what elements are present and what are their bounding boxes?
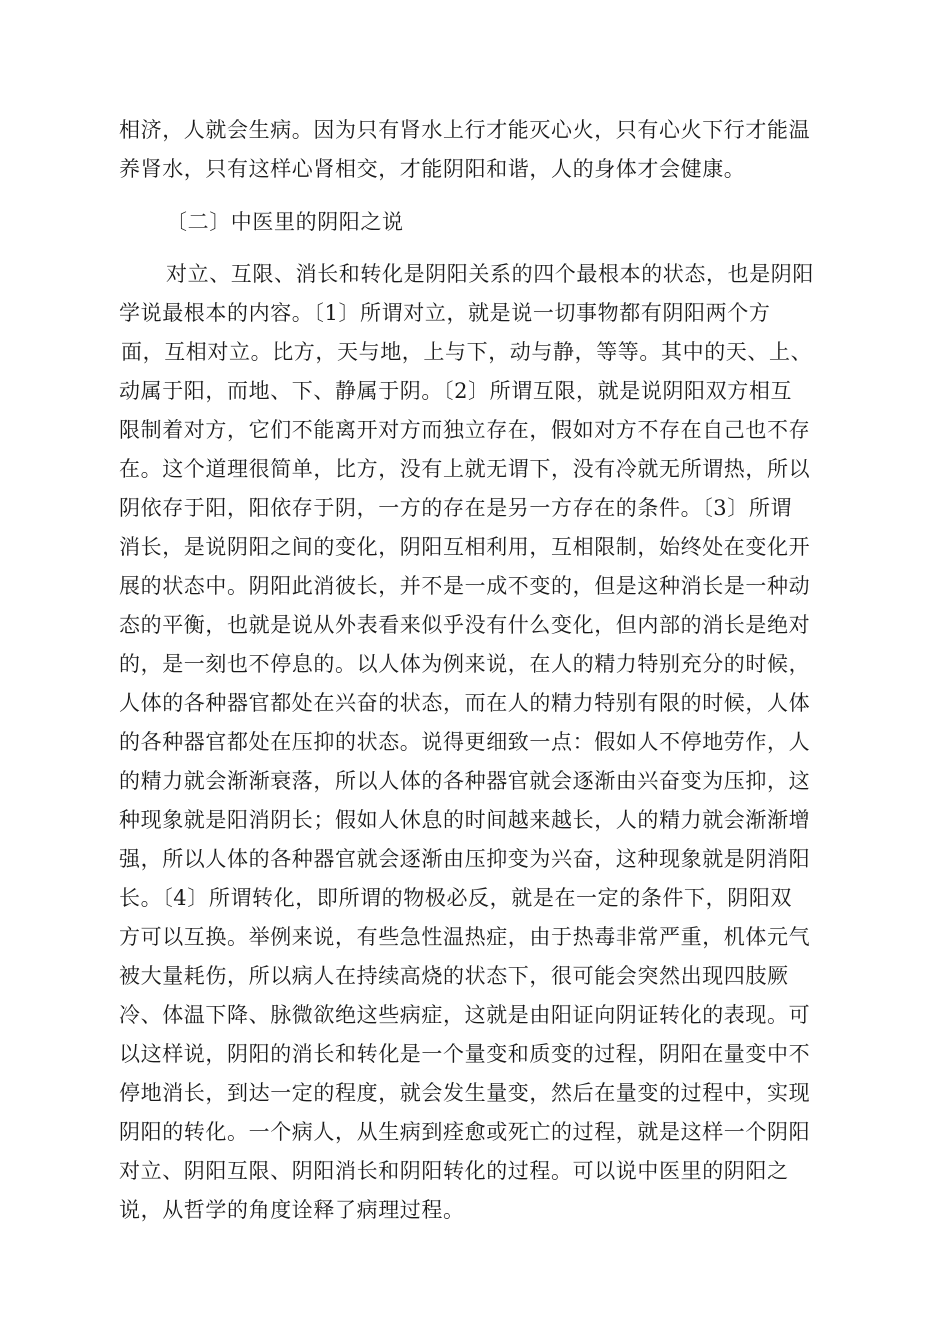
text-line: 对立、互限、消长和转化是阴阳关系的四个最根本的状态，也是阴阳 (166, 262, 814, 286)
text-line: 养肾水，只有这样心肾相交，才能阴阳和谐，人的身体才会健康。 (119, 157, 746, 181)
text-line: 的精力就会渐渐衰落，所以人体的各种器官就会逐渐由兴奋变为压抑，这 (119, 769, 811, 793)
text-line: 停地消长，到达一定的程度，就会发生量变，然后在量变的过程中，实现 (119, 1081, 811, 1105)
text-line: 在。这个道理很简单，比方，没有上就无谓下，没有冷就无所谓热，所以 (119, 457, 811, 481)
text-line: 阴依存于阳，阳依存于阴，一方的存在是另一方存在的条件。〔3〕所谓 (119, 496, 793, 520)
text-line: 态的平衡，也就是说从外表看来似乎没有什么变化，但内部的消长是绝对 (119, 613, 811, 637)
text-line: 的，是一刻也不停息的。以人体为例来说，在人的精力特别充分的时候， (119, 652, 811, 676)
text-line: 被大量耗伤，所以病人在持续高烧的状态下，很可能会突然出现四肢厥 (119, 964, 789, 988)
text-line: 人体的各种器官都处在兴奋的状态，而在人的精力特别有限的时候，人体 (119, 691, 811, 715)
text-line: 种现象就是阳消阴长；假如人休息的时间越来越长，人的精力就会渐渐增 (119, 808, 811, 832)
text-line: 消长，是说阴阳之间的变化，阴阳互相利用，互相限制，始终处在变化开 (119, 535, 811, 559)
text-line: 长。〔4〕所谓转化，即所谓的物极必反，就是在一定的条件下，阴阳双 (119, 886, 793, 910)
text-line: 冷、体温下降、脉微欲绝这些病症，这就是由阳证向阴证转化的表现。可 (119, 1003, 811, 1027)
text-line: 相济，人就会生病。因为只有肾水上行才能灭心火，只有心火下行才能温 (119, 118, 811, 142)
text-line: 学说最根本的内容。〔1〕所谓对立，就是说一切事物都有阴阳两个方 (119, 301, 771, 325)
text-line: 对立、阴阳互限、阴阳消长和阴阳转化的过程。可以说中医里的阴阳之 (119, 1159, 789, 1183)
text-line: 以这样说，阴阳的消长和转化是一个量变和质变的过程，阴阳在量变中不 (119, 1042, 811, 1066)
text-line: 限制着对方，它们不能离开对方而独立存在，假如对方不存在自己也不存 (119, 418, 811, 442)
text-line: 说，从哲学的角度诠释了病理过程。 (119, 1198, 465, 1222)
text-line: 展的状态中。阴阳此消彼长，并不是一成不变的，但是这种消长是一种动 (119, 574, 811, 598)
text-line: 阴阳的转化。一个病人，从生病到痊愈或死亡的过程，就是这样一个阴阳 (119, 1120, 811, 1144)
text-line: 动属于阳，而地、下、静属于阴。〔2〕所谓互限，就是说阴阳双方相互 (119, 379, 793, 403)
text-line: 强，所以人体的各种器官就会逐渐由压抑变为兴奋，这种现象就是阴消阳 (119, 847, 811, 871)
text-line: 方可以互换。举例来说，有些急性温热症，由于热毒非常严重，机体元气 (119, 925, 811, 949)
text-line: 面，互相对立。比方，天与地，上与下，动与静，等等。其中的天、上、 (121, 340, 813, 364)
text-line: 的各种器官都处在压抑的状态。说得更细致一点：假如人不停地劳作，人 (119, 730, 811, 754)
section-heading: 〔二〕中医里的阴阳之说 (166, 210, 404, 234)
